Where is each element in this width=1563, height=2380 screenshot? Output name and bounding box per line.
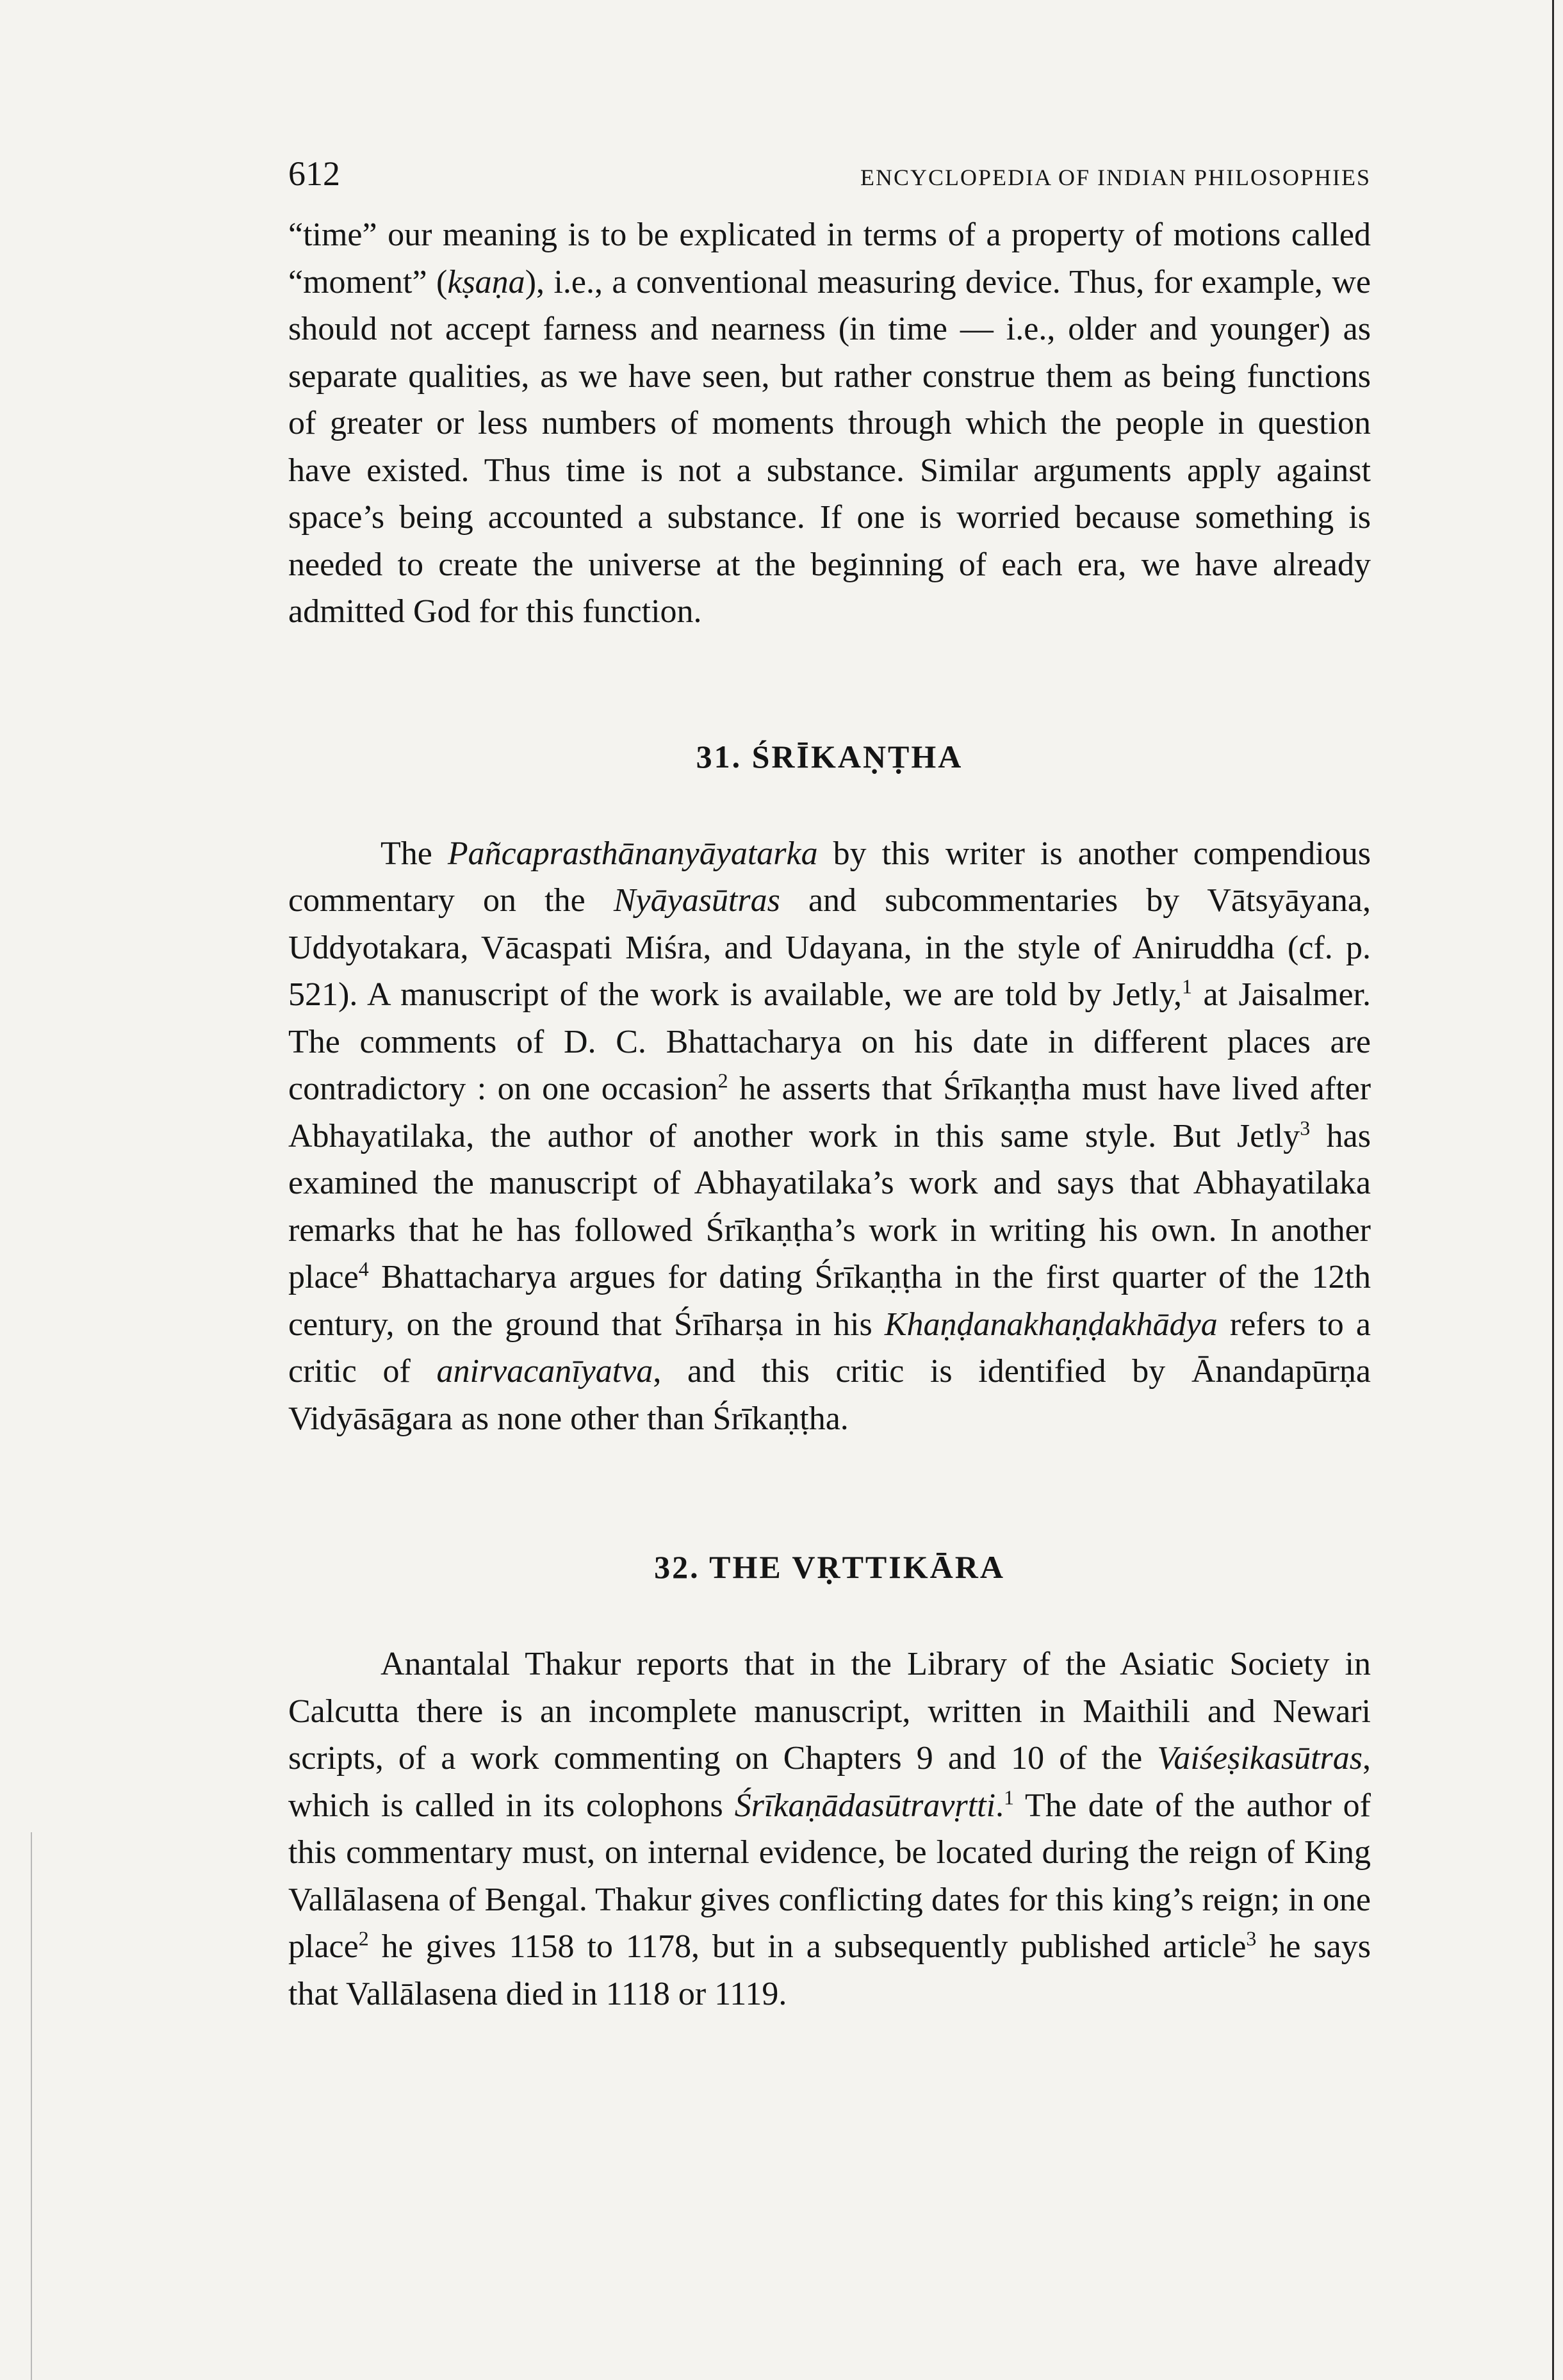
italic-term: kṣaṇa: [447, 263, 525, 300]
section-32-paragraph: Anantalal Thakur reports that in the Library of the Asiatic Society in Calcutta there is an incomplete manuscript, written in Maithili and Newari scripts, of a work commenting on Chapters 9 and 10 of the Vaiśeṣikasūtras, which is called in its colophons Śrīkaṇādasūtravṛtti.$^1$ The date of the author of this commentary must, on internal evidence, be located during the reign of King Vallālasena of Bengal. Thakur gives conflicting dates for this king’s reign; in one place$^2$ he gives 1158 to 1178, but in a subsequently published article$^3$ he says that Vallālasena died in 1118 or 1119.: [288, 1646, 1371, 2012]
book-page: [288, 154, 1371, 2017]
section-32-heading: 32. THE VṚTTIKĀRA: [654, 1549, 1005, 1585]
italic-title: Vaiśeṣikasūtras: [1157, 1740, 1363, 1777]
italic-title: Khaṇḍanakhaṇḍakhādya: [884, 1306, 1218, 1343]
running-title: ENCYCLOPEDIA OF INDIAN PHILOSOPHIES: [860, 165, 1371, 190]
italic-title: Pañcaprasthānanyāyatarka: [447, 835, 818, 872]
running-head: [288, 154, 1371, 211]
scan-edge-left: [31, 1832, 32, 2380]
footnote-marker: 2: [358, 1926, 369, 1950]
footnote-marker: 3: [1300, 1116, 1311, 1140]
footnote-marker: 4: [358, 1257, 369, 1281]
intro-paragraph: “time” our meaning is to be explicated in terms of a property of motions called “moment” (kṣaṇa), i.e., a conventional measuring device. Thus, for example, we should not accept farness and nearness (in time — i.e., older and younger) as separate qualities, as we have seen, but rather construe them as being functions of greater or less numbers of moments through which the people in question have existed. Thus time is not a substance. Similar arguments apply against space’s being accounted a substance. If one is worried because something is needed to create the universe at the beginning of each era, we have already admitted God for this function.: [288, 217, 1371, 630]
footnote-marker: 1: [1004, 1785, 1015, 1809]
scan-edge-right: [1552, 0, 1554, 2380]
italic-title: Śrīkaṇādasūtravṛtti: [734, 1787, 996, 1824]
italic-term: anirvacanīyatva: [436, 1353, 653, 1390]
section-31-heading: 31. ŚRĪKAṆṬHA: [696, 738, 963, 775]
italic-title: Nyāyasūtras: [613, 882, 780, 919]
footnote-marker: 1: [1181, 974, 1192, 998]
section-31-paragraph: The Pañcaprasthānanyāyatarka by this writer is another compendious commentary on the Nyāyasūtras and subcommentaries by Vātsyāyana, Uddyotakara, Vācaspati Miśra, and Udayana, in the style of Aniruddha (cf. p. 521). A manuscript of the work is available, we are told by Jetly,$^1$ at Jaisalmer. The comments of D. C. Bhattacharya on his date in different places are contradictory : on one occasion$^2$ he asserts that Śrīkaṇṭha must have lived after Abhayatilaka, the author of another work in this same style. But Jetly$^3$ has examined the manuscript of Abhayatilaka’s work and says that Abhayatilaka remarks that he has followed Śrīkaṇṭha’s work in writing his own. In another place$^4$ Bhattacharya argues for dating Śrīkaṇṭha in the first quarter of the 12th century, on the ground that Śrīharṣa in his Khaṇḍanakhaṇḍakhādya refers to a critic of anirvacanīyatva, and this critic is identified by Ānandapūrṇa Vidyāsāgara as none other than Śrīkaṇṭha.: [288, 835, 1371, 1437]
footnote-marker: 2: [717, 1069, 728, 1092]
page-number: 612: [288, 154, 340, 193]
footnote-marker: 3: [1246, 1926, 1257, 1950]
